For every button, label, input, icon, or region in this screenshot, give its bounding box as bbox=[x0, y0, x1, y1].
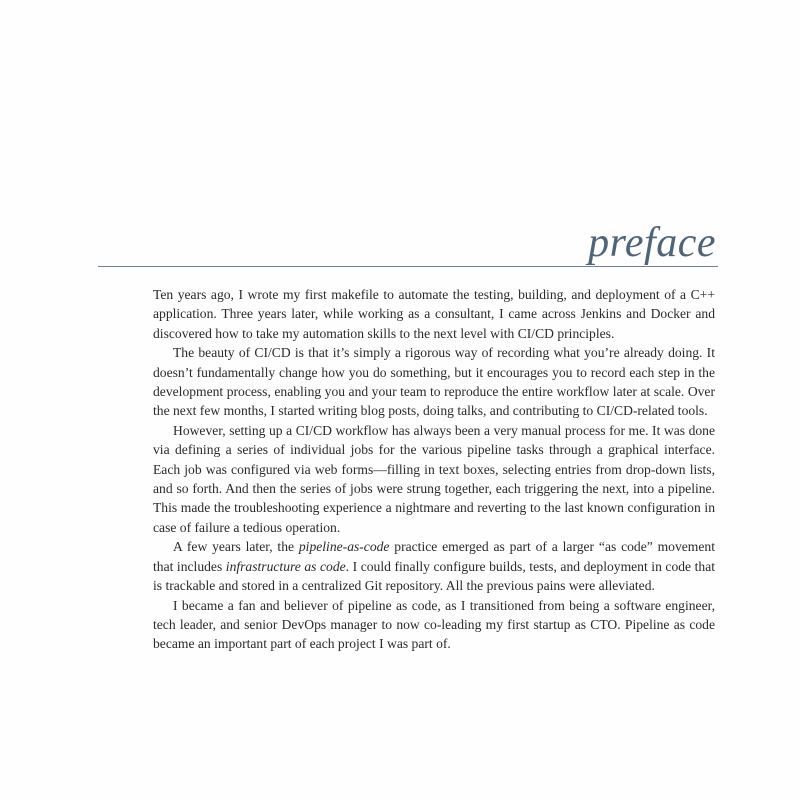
chapter-title: preface bbox=[588, 220, 716, 266]
paragraph-5: I became a fan and believer of pipeline as code, as I transitioned from being a software engineer, tech leader, and senior DevOps manager to now co-leading my first startup as CTO. Pipeline as code became an important part of each project I was part of. bbox=[153, 597, 715, 652]
emphasis-infrastructure-as-code: infrastructure as code bbox=[225, 558, 346, 574]
emphasis-pipeline-as-code: pipeline-as-code bbox=[298, 539, 390, 555]
paragraph-2: The beauty of CI/CD is that it’s simply a rigorous way of recording what you’re already doing. It doesn’t fundamentally change how you do something, but it encourages you to record each step in the development process, enabling you and your team to reproduce the entire workflow later at scale. Over the next few months, I started writing blog posts, doing talks, and contributing to CI/CD-related tools. bbox=[153, 345, 715, 419]
paragraph-4-part-3: . I could finally configure builds, tests, and deployment in code that is trackable and stored in a centralized Git repository. All the previous pains were alleviated. bbox=[153, 558, 716, 594]
title-divider bbox=[98, 266, 718, 267]
paragraph-3: However, setting up a CI/CD workflow has always been a very manual process for me. It was done via defining a series of individual jobs for the various pipeline tasks through a graphical interface. Each job was configured via web forms—filling in text boxes, selecting entries from drop-down lists, and so forth. And then the series of jobs were strung together, each triggering the next, into a pipeline. This made the troubleshooting experience a nightmare and reverting to the last known configuration in case of failure a tedious operation. bbox=[153, 422, 715, 535]
paragraph-4-part-2: practice emerged as part of a larger “as code” movement that includes bbox=[153, 539, 715, 574]
body-text bbox=[153, 285, 715, 654]
paragraph-4-part-1: A few years later, the bbox=[173, 539, 299, 555]
paragraph-1: Ten years ago, I wrote my first makefile to automate the testing, building, and deployment of a C++ application. Three years later, while working as a consultant, I came across Jenkins and Docker and discovered how to take my automation skills to the next level with CI/CD principles. bbox=[153, 287, 715, 341]
paragraph-4 bbox=[153, 537, 715, 595]
